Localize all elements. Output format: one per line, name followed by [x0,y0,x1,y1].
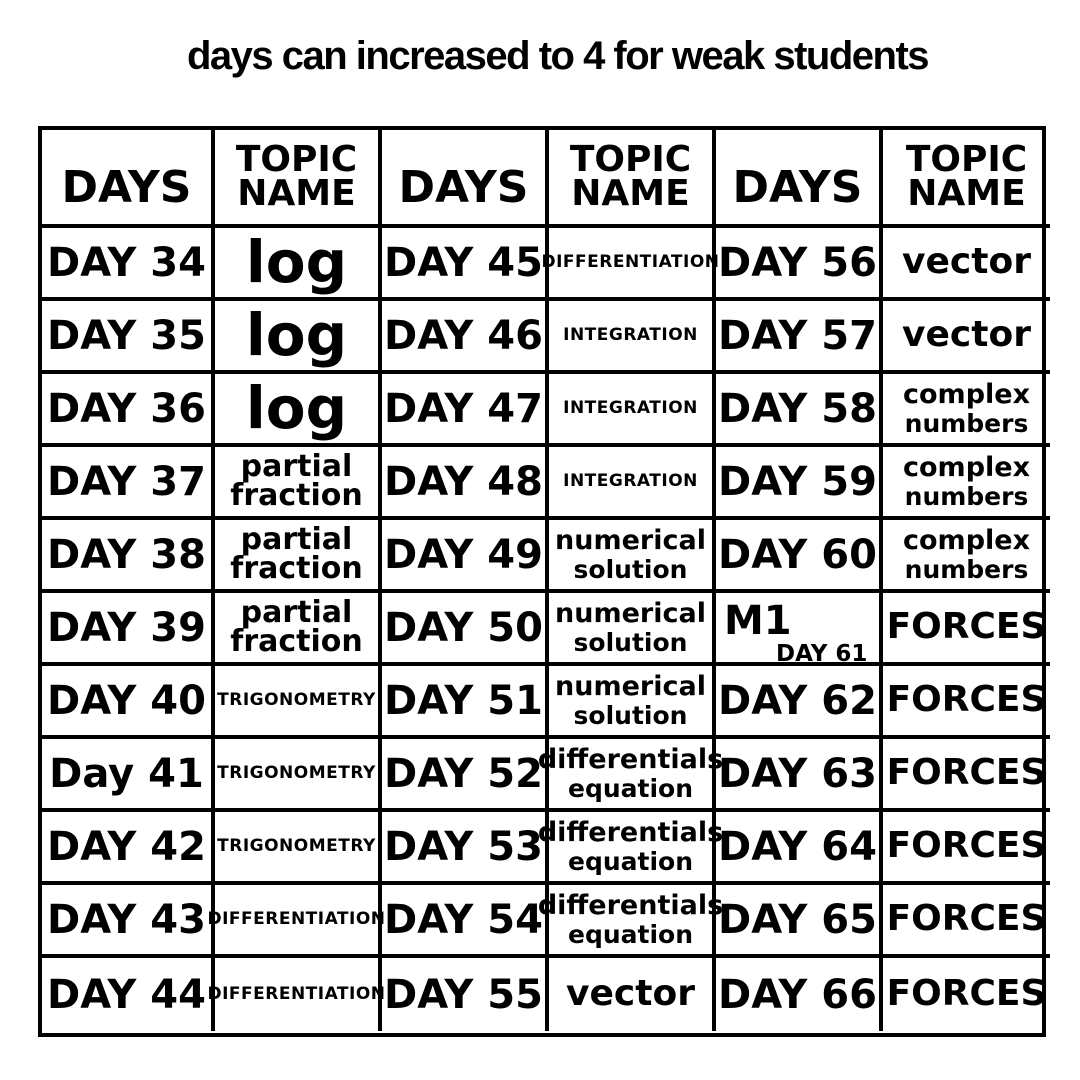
topic-label: complex [903,378,1030,410]
day-label: DAY 38 [47,531,206,578]
topic-label: log [245,300,348,369]
topic-label: differentials [537,816,724,848]
day-label: Day 41 [49,750,204,797]
day-label: DAY 62 [718,677,877,724]
day-cell [42,228,215,301]
day-label: DAY 57 [718,312,877,359]
day-label: DAY 35 [47,312,206,359]
module-label: M1 [724,598,792,644]
page-title: days can increased to 4 for weak students [186,34,929,78]
topic-name-header [215,130,382,228]
topic-label: solution [573,627,688,657]
day-cell [382,593,549,666]
day-cell [42,666,215,739]
topic-name-header [883,130,1050,228]
topic-cell [549,301,716,374]
topic-label: numerical [555,597,706,629]
topic-label: TRIGONOMETRY [217,836,376,857]
day-cell [716,520,883,593]
topic-label: fraction [230,623,363,659]
topic-label: partial [240,522,353,557]
topic-cell [541,228,720,301]
day-label: DAY 36 [47,385,206,432]
days-header [382,130,549,228]
topic-cell [549,666,716,739]
day-cell [716,812,883,885]
day-cell [716,666,883,739]
day-label: DAY 56 [718,239,877,286]
topic-label: solution [573,700,688,730]
day-label: DAY 65 [718,896,877,943]
day-cell [382,666,549,739]
topic-label: FORCES [886,606,1047,648]
topic-label: vector [902,241,1031,283]
topic-cell [207,958,386,1031]
day-cell [42,447,215,520]
day-label: DAY 59 [718,458,877,505]
day-label: DAY 40 [47,677,206,724]
day-label: DAY 43 [47,896,206,943]
day-cell [382,885,549,958]
day-cell [382,447,549,520]
day-label: DAY 42 [47,823,206,870]
topic-name-header [549,130,716,228]
day-cell [382,812,549,885]
topic-label: numerical [555,670,706,702]
topic-cell [207,885,386,958]
topic-header-line: NAME [237,173,356,214]
topic-cell [883,228,1050,301]
topic-cell [215,447,382,520]
topic-cell [883,593,1050,666]
topic-label: FORCES [886,973,1047,1015]
day-label: DAY 45 [384,239,543,286]
topic-label: numbers [904,481,1029,511]
topic-label: log [245,373,348,442]
day-cell [382,739,549,812]
topic-cell [215,301,382,374]
day-cell [42,520,215,593]
topic-label: INTEGRATION [563,398,698,419]
topic-label: complex [903,451,1030,483]
topic-header-line: TOPIC [569,138,692,180]
topic-cell [549,958,716,1031]
topic-cell [215,666,382,739]
topic-cell [537,812,724,885]
day-label: DAY 37 [47,458,206,505]
topic-label: INTEGRATION [563,471,698,492]
day-label: DAY 46 [384,312,543,359]
topic-label: partial [240,449,353,484]
topic-label: fraction [230,477,363,513]
day-label: DAY 55 [384,971,543,1018]
topic-cell [215,228,382,301]
day-label: DAY 63 [718,750,877,797]
day-cell [42,958,215,1031]
topic-label: vector [566,973,695,1015]
topic-cell [883,739,1050,812]
topic-cell [883,301,1050,374]
study-schedule-table [38,126,1046,1037]
day-cell [716,739,883,812]
day-label: DAY 44 [47,971,206,1018]
day-cell [716,958,883,1031]
day-cell [716,593,883,666]
day-cell [382,301,549,374]
days-header [42,130,215,228]
day-cell [716,885,883,958]
topic-cell [537,885,724,958]
day-cell [382,228,549,301]
day-label: DAY 52 [384,750,543,797]
day-label: DAY 53 [384,823,543,870]
topic-cell [883,374,1050,447]
day-cell [382,374,549,447]
topic-label: equation [567,773,693,803]
topic-label: log [245,227,348,296]
topic-cell [883,520,1050,593]
topic-label: numbers [904,554,1029,584]
topic-cell [883,812,1050,885]
topic-cell [215,812,382,885]
day-cell [42,301,215,374]
day-cell [42,593,215,666]
topic-label: differentials [537,889,724,921]
topic-label: DIFFERENTIATION [207,984,386,1005]
day-cell [42,374,215,447]
topic-header-line: NAME [907,173,1026,214]
topic-cell [215,374,382,447]
day-label: DAY 51 [384,677,543,724]
day-label: DAY 64 [718,823,877,870]
days-header-label: DAYS [732,162,863,213]
topic-cell [883,447,1050,520]
topic-header-line: TOPIC [235,138,358,180]
day-label: DAY 49 [384,531,543,578]
day-label: DAY 48 [384,458,543,505]
topic-label: TRIGONOMETRY [217,690,376,711]
topic-cell [215,520,382,593]
day-label: DAY 54 [384,896,543,943]
topic-cell [215,593,382,666]
topic-label: partial [240,595,353,630]
topic-cell [549,520,716,593]
topic-label: differentials [537,743,724,775]
topic-label: complex [903,524,1030,556]
topic-label: FORCES [886,825,1047,867]
topic-cell [883,885,1050,958]
topic-label: DIFFERENTIATION [207,909,386,930]
topic-label: solution [573,554,688,584]
day-label: DAY 58 [718,385,877,432]
topic-cell [549,593,716,666]
day-label: DAY 39 [47,604,206,651]
topic-label: equation [567,846,693,876]
topic-label: FORCES [886,898,1047,940]
topic-cell [549,374,716,447]
day-label: DAY 66 [718,971,877,1018]
day-cell [716,228,883,301]
topic-label: TRIGONOMETRY [217,763,376,784]
topic-cell [883,666,1050,739]
days-header [716,130,883,228]
day-label: DAY 34 [47,239,206,286]
day-label: DAY 47 [384,385,543,432]
day-label: DAY 60 [718,531,877,578]
day-cell [42,812,215,885]
topic-label: equation [567,919,693,949]
day-cell [42,739,215,812]
days-header-label: DAYS [61,162,192,213]
day-label: DAY 50 [384,604,543,651]
topic-cell [549,447,716,520]
day-cell [382,958,549,1031]
topic-label: vector [902,314,1031,356]
day-cell [716,374,883,447]
day-cell [716,447,883,520]
topic-label: FORCES [886,752,1047,794]
day-cell [382,520,549,593]
topic-label: numerical [555,524,706,556]
topic-label: DIFFERENTIATION [541,252,720,273]
day-cell [716,301,883,374]
topic-cell [215,739,382,812]
topic-label: fraction [230,550,363,586]
days-header-label: DAYS [398,162,529,213]
topic-label: FORCES [886,679,1047,721]
topic-header-line: NAME [571,173,690,214]
topic-cell [537,739,724,812]
topic-label: INTEGRATION [563,325,698,346]
topic-cell [883,958,1050,1031]
day-label: DAY 61 [776,641,868,667]
topic-label: numbers [904,408,1029,438]
day-cell [42,885,215,958]
topic-header-line: TOPIC [905,138,1028,180]
